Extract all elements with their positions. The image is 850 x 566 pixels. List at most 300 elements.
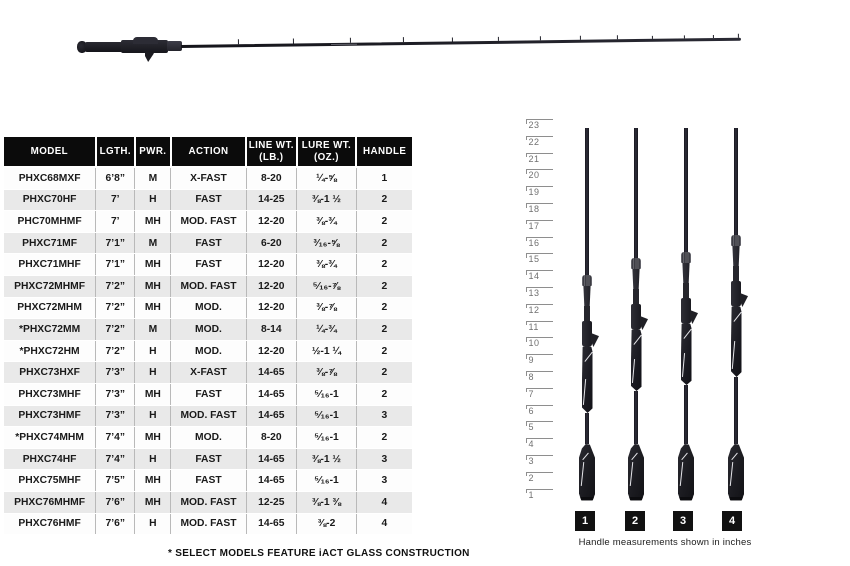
spec-cell: 2 bbox=[356, 384, 412, 406]
table-row bbox=[4, 232, 412, 254]
ruler-tick-number: 20 bbox=[528, 170, 540, 181]
spec-cell: 2 bbox=[356, 362, 412, 384]
spec-cell: 7’ bbox=[96, 189, 135, 211]
handle-winding-check bbox=[681, 252, 691, 263]
spec-cell: 7’1” bbox=[96, 232, 135, 254]
spec-cell: 8-20 bbox=[246, 167, 296, 189]
table-row bbox=[4, 448, 412, 470]
rod-guide bbox=[580, 35, 581, 39]
spec-cell: FAST bbox=[171, 232, 246, 254]
spec-cell: 7’1” bbox=[96, 254, 135, 276]
handle-blank-split bbox=[634, 391, 639, 444]
spec-cell: H bbox=[135, 405, 171, 427]
model-cell: PHXC73MHF bbox=[4, 384, 96, 406]
ruler-tick-number: 5 bbox=[528, 422, 535, 433]
rod-guide bbox=[403, 37, 404, 42]
handle-trigger bbox=[690, 310, 698, 324]
spec-cell: 12-20 bbox=[246, 276, 296, 298]
handle-butt-cap bbox=[679, 497, 693, 501]
spec-cell: 14-65 bbox=[246, 470, 296, 492]
ruler-tick bbox=[526, 321, 553, 332]
table-row bbox=[4, 513, 412, 534]
spec-cell: MH bbox=[135, 384, 171, 406]
ruler-tick bbox=[526, 472, 553, 483]
handle-label-2: 2 bbox=[625, 511, 645, 531]
spec-cell: FAST bbox=[171, 448, 246, 470]
butt-stripe bbox=[630, 462, 634, 486]
spec-cell: 8-14 bbox=[246, 319, 296, 341]
spec-cell: 12-20 bbox=[246, 340, 296, 362]
spec-cell: 3 bbox=[356, 448, 412, 470]
ruler-tick bbox=[526, 203, 553, 214]
rod-rear-grip bbox=[85, 42, 123, 53]
spec-cell: 8-20 bbox=[246, 427, 296, 449]
ruler-tick bbox=[526, 119, 553, 130]
ruler-tick bbox=[526, 287, 553, 298]
ruler-tick-line bbox=[526, 489, 553, 490]
spec-cell: 4 bbox=[356, 513, 412, 534]
table-row bbox=[4, 384, 412, 406]
spec-cell: 7’3” bbox=[96, 384, 135, 406]
spec-cell: 12-25 bbox=[246, 492, 296, 514]
ruler-tick-number: 12 bbox=[528, 304, 540, 315]
spec-cell: 7’3” bbox=[96, 362, 135, 384]
spec-cell: ⅜-1 ⅜ bbox=[297, 492, 357, 514]
spec-cell: ⅜-⅞ bbox=[297, 362, 357, 384]
handle-trigger bbox=[640, 316, 648, 330]
handle-label-1: 1 bbox=[575, 511, 595, 531]
rod-guide bbox=[293, 38, 294, 43]
handle-label-3: 3 bbox=[673, 511, 693, 531]
spec-cell: MOD. bbox=[171, 319, 246, 341]
ruler-tick bbox=[526, 220, 553, 231]
ruler-tick-line bbox=[526, 354, 553, 355]
model-cell: PHXC76MHMF bbox=[4, 492, 96, 514]
ruler-tick-number: 6 bbox=[528, 405, 535, 416]
table-row bbox=[4, 470, 412, 492]
ruler-tick-number: 21 bbox=[528, 153, 540, 164]
spec-cell: 12-20 bbox=[246, 211, 296, 233]
spec-cell: MOD. FAST bbox=[171, 276, 246, 298]
handle-seat-waist bbox=[584, 306, 591, 321]
handle-figure-4 bbox=[723, 128, 749, 503]
ruler-tick-number: 8 bbox=[528, 372, 535, 382]
handle-seat-hood bbox=[632, 269, 641, 289]
model-cell: PHXC73HMF bbox=[4, 405, 96, 427]
spec-cell: X-FAST bbox=[171, 167, 246, 189]
spec-cell: FAST bbox=[171, 384, 246, 406]
model-cell: PHXC72MHMF bbox=[4, 276, 96, 298]
butt-stripe bbox=[631, 453, 638, 461]
rod-guide bbox=[540, 36, 541, 40]
model-cell: PHXC76HMF bbox=[4, 513, 96, 534]
rod-guide bbox=[350, 37, 351, 42]
spec-cell: FAST bbox=[171, 254, 246, 276]
table-row bbox=[4, 189, 412, 211]
spec-cell: MOD. bbox=[171, 340, 246, 362]
table-row bbox=[4, 276, 412, 298]
handle-rear-grip bbox=[681, 324, 692, 385]
handle-blank-split bbox=[585, 413, 590, 444]
rod-guide bbox=[713, 35, 714, 38]
ruler-tick bbox=[526, 354, 553, 365]
column-header-2: PWR. bbox=[135, 137, 171, 167]
ruler-tick-line bbox=[526, 287, 553, 288]
table-row bbox=[4, 254, 412, 276]
spec-cell: ⁵⁄₁₆-⅞ bbox=[297, 276, 357, 298]
spec-cell: 3 bbox=[356, 470, 412, 492]
spec-cell: ⁵⁄₁₆-1 bbox=[297, 405, 357, 427]
handle-butt-grip bbox=[678, 444, 694, 501]
table-row bbox=[4, 211, 412, 233]
rod-guide bbox=[452, 37, 453, 42]
spec-cell: 2 bbox=[356, 189, 412, 211]
spec-cell: H bbox=[135, 189, 171, 211]
ruler-tick-number: 1 bbox=[528, 489, 535, 500]
spec-cell: 2 bbox=[356, 254, 412, 276]
grip-stripe bbox=[632, 359, 636, 383]
model-cell: PHXC74HF bbox=[4, 448, 96, 470]
spec-cell: ⅜-1 ½ bbox=[297, 189, 357, 211]
spec-cell: M bbox=[135, 232, 171, 254]
handle-butt-cap bbox=[629, 497, 643, 501]
spec-cell: 14-65 bbox=[246, 405, 296, 427]
rod-brand-mark bbox=[331, 43, 357, 45]
ruler-tick-line bbox=[526, 237, 553, 238]
table-row bbox=[4, 167, 412, 189]
spec-cell: M bbox=[135, 167, 171, 189]
handle-ruler bbox=[526, 120, 560, 500]
rod-guide bbox=[652, 35, 653, 39]
spec-cell: ½-1 ¼ bbox=[297, 340, 357, 362]
model-cell: PHXC71MHF bbox=[4, 254, 96, 276]
rod-guide bbox=[498, 36, 499, 40]
grip-stripe bbox=[583, 379, 587, 405]
spec-cell: 2 bbox=[356, 297, 412, 319]
handle-seat-hood bbox=[682, 263, 691, 283]
spec-cell: 14-65 bbox=[246, 513, 296, 534]
spec-cell: MH bbox=[135, 276, 171, 298]
spec-cell: 1 bbox=[356, 167, 412, 189]
spec-cell: MOD. bbox=[171, 297, 246, 319]
spec-cell: M bbox=[135, 319, 171, 341]
ruler-tick-number: 18 bbox=[528, 204, 540, 214]
spec-cell: 2 bbox=[356, 340, 412, 362]
spec-cell: 2 bbox=[356, 211, 412, 233]
spec-cell: 14-65 bbox=[246, 448, 296, 470]
handle-reel-seat bbox=[631, 304, 641, 330]
table-row bbox=[4, 427, 412, 449]
ruler-tick-line bbox=[526, 337, 553, 338]
spec-cell: 3 bbox=[356, 405, 412, 427]
spec-cell: MH bbox=[135, 427, 171, 449]
handle-rear-grip bbox=[631, 330, 642, 391]
model-cell: PHXC75MHF bbox=[4, 470, 96, 492]
ruler-tick bbox=[526, 153, 553, 164]
spec-cell: ⅜-1 ½ bbox=[297, 448, 357, 470]
handle-trigger bbox=[591, 333, 599, 347]
spec-cell: MOD. FAST bbox=[171, 492, 246, 514]
ruler-tick-line bbox=[526, 438, 553, 439]
butt-stripe bbox=[731, 453, 738, 461]
ruler-tick-number: 11 bbox=[528, 321, 539, 332]
spec-cell: MH bbox=[135, 211, 171, 233]
handle-reel-seat bbox=[582, 321, 592, 347]
ruler-tick bbox=[526, 421, 553, 432]
spec-cell: 12-20 bbox=[246, 254, 296, 276]
ruler-tick-line bbox=[526, 136, 553, 137]
handle-reel-seat bbox=[731, 281, 741, 307]
spec-cell: ⅜-2 bbox=[297, 513, 357, 534]
ruler-tick-line bbox=[526, 321, 553, 322]
ruler-tick bbox=[526, 253, 553, 264]
spec-cell: H bbox=[135, 513, 171, 534]
spec-cell: MOD. FAST bbox=[171, 211, 246, 233]
spec-cell: ¼-¾ bbox=[297, 319, 357, 341]
column-header-0: MODEL bbox=[4, 137, 96, 167]
spec-cell: MH bbox=[135, 492, 171, 514]
spec-cell: ⅜-¾ bbox=[297, 211, 357, 233]
handle-blank bbox=[585, 128, 590, 275]
spec-cell: ¼-⅝ bbox=[297, 167, 357, 189]
ruler-tick-number: 23 bbox=[528, 120, 540, 130]
handle-trigger bbox=[740, 293, 748, 307]
ruler-tick-number: 7 bbox=[528, 388, 535, 399]
handle-seat-hood bbox=[732, 246, 741, 266]
rod-seat-hood bbox=[133, 37, 158, 44]
spec-cell: 7’2” bbox=[96, 340, 135, 362]
grip-stripe bbox=[584, 352, 592, 362]
ruler-tick-line bbox=[526, 421, 553, 422]
table-row bbox=[4, 340, 412, 362]
ruler-tick-number: 17 bbox=[528, 220, 540, 231]
handle-label-4: 4 bbox=[722, 511, 742, 531]
handle-seat-waist bbox=[633, 289, 640, 304]
handle-butt-grip bbox=[728, 444, 744, 501]
ruler-tick-line bbox=[526, 455, 553, 456]
rod-guide bbox=[738, 33, 739, 37]
spec-cell: MH bbox=[135, 470, 171, 492]
handle-figure-1 bbox=[574, 128, 600, 503]
column-header-4: LINE WT. (LB.) bbox=[246, 137, 296, 167]
handle-seat-hood bbox=[583, 286, 592, 306]
ruler-tick bbox=[526, 337, 553, 348]
spec-cell: MOD. bbox=[171, 427, 246, 449]
ruler-tick-number: 2 bbox=[528, 472, 535, 483]
handle-figure-2 bbox=[623, 128, 649, 503]
model-cell: *PHXC72MM bbox=[4, 319, 96, 341]
spec-cell: 4 bbox=[356, 492, 412, 514]
spec-cell: 2 bbox=[356, 319, 412, 341]
ruler-tick-line bbox=[526, 153, 553, 154]
ruler-tick-line bbox=[526, 371, 553, 372]
spec-cell: 6’8” bbox=[96, 167, 135, 189]
spec-cell: 2 bbox=[356, 232, 412, 254]
handle-blank-split bbox=[684, 385, 689, 444]
ruler-tick bbox=[526, 489, 553, 500]
spec-cell: 7’6” bbox=[96, 513, 135, 534]
rod-trigger bbox=[145, 51, 154, 62]
ruler-tick-number: 10 bbox=[528, 338, 540, 349]
ruler-tick-line bbox=[526, 472, 553, 473]
spec-cell: H bbox=[135, 448, 171, 470]
spec-cell: FAST bbox=[171, 470, 246, 492]
model-cell: PHXC70HF bbox=[4, 189, 96, 211]
footnote: * SELECT MODELS FEATURE iACT GLASS CONSTRUCTION bbox=[168, 548, 470, 559]
spec-cell: H bbox=[135, 362, 171, 384]
handle-butt-grip bbox=[579, 444, 595, 501]
butt-stripe bbox=[680, 462, 684, 486]
handle-butt-cap bbox=[729, 497, 743, 501]
grip-stripe bbox=[683, 329, 691, 339]
ruler-tick-line bbox=[526, 304, 553, 305]
rod-guide bbox=[684, 35, 685, 38]
spec-cell: ³⁄₁₆-⅝ bbox=[297, 232, 357, 254]
spec-cell: 7’3” bbox=[96, 405, 135, 427]
butt-stripe bbox=[581, 462, 585, 486]
ruler-tick bbox=[526, 371, 553, 382]
spec-cell: ⁵⁄₁₆-1 bbox=[297, 470, 357, 492]
butt-stripe bbox=[730, 462, 734, 486]
ruler-tick bbox=[526, 169, 553, 180]
butt-stripe bbox=[582, 453, 589, 461]
handle-caption: Handle measurements shown in inches bbox=[578, 537, 752, 548]
grip-stripe bbox=[633, 335, 641, 345]
ruler-tick-number: 19 bbox=[528, 187, 540, 198]
ruler-tick bbox=[526, 237, 553, 248]
ruler-tick-line bbox=[526, 119, 553, 120]
handle-rear-grip bbox=[731, 307, 742, 377]
handle-blank-split bbox=[734, 377, 739, 444]
spec-table bbox=[4, 137, 412, 534]
handle-seat-waist bbox=[733, 266, 740, 281]
spec-cell: 7’2” bbox=[96, 319, 135, 341]
handle-butt-grip bbox=[628, 444, 644, 501]
ruler-tick bbox=[526, 270, 553, 281]
model-cell: PHXC72MHM bbox=[4, 297, 96, 319]
ruler-tick-number: 22 bbox=[528, 136, 540, 147]
ruler-tick-line bbox=[526, 186, 553, 187]
handle-winding-check bbox=[631, 258, 641, 269]
spec-cell: MOD. FAST bbox=[171, 405, 246, 427]
butt-stripe bbox=[681, 453, 688, 461]
model-cell: *PHXC74MHM bbox=[4, 427, 96, 449]
ruler-tick-number: 14 bbox=[528, 271, 540, 282]
model-cell: PHXC73HXF bbox=[4, 362, 96, 384]
handle-butt-cap bbox=[580, 497, 594, 501]
rod-guide bbox=[238, 38, 239, 44]
ruler-tick bbox=[526, 455, 553, 466]
ruler-tick-line bbox=[526, 253, 553, 254]
column-header-6: HANDLE bbox=[356, 137, 412, 167]
ruler-tick bbox=[526, 136, 553, 147]
rod-blank bbox=[181, 37, 741, 47]
ruler-tick-number: 3 bbox=[528, 456, 535, 466]
table-row bbox=[4, 405, 412, 427]
ruler-tick bbox=[526, 438, 553, 449]
ruler-tick bbox=[526, 388, 553, 399]
table-row bbox=[4, 297, 412, 319]
ruler-tick bbox=[526, 186, 553, 197]
spec-cell: ⅜-⅞ bbox=[297, 297, 357, 319]
spec-cell: MH bbox=[135, 297, 171, 319]
ruler-tick-number: 9 bbox=[528, 355, 535, 366]
table-row bbox=[4, 319, 412, 341]
grip-stripe bbox=[733, 312, 741, 322]
ruler-tick-line bbox=[526, 270, 553, 271]
spec-cell: 7’2” bbox=[96, 276, 135, 298]
ruler-tick-line bbox=[526, 169, 553, 170]
grip-stripe bbox=[732, 341, 736, 369]
grip-stripe bbox=[682, 353, 686, 377]
spec-cell: MH bbox=[135, 254, 171, 276]
spec-cell: X-FAST bbox=[171, 362, 246, 384]
spec-cell: 6-20 bbox=[246, 232, 296, 254]
handle-blank bbox=[734, 128, 739, 235]
spec-cell: 2 bbox=[356, 276, 412, 298]
rod-fore-grip bbox=[167, 41, 182, 51]
spec-cell: 14-25 bbox=[246, 189, 296, 211]
spec-cell: 14-65 bbox=[246, 384, 296, 406]
spec-cell: ⅜-¾ bbox=[297, 254, 357, 276]
spec-table-header-row bbox=[4, 137, 412, 167]
column-header-3: ACTION bbox=[171, 137, 246, 167]
spec-cell: H bbox=[135, 340, 171, 362]
ruler-tick-line bbox=[526, 220, 553, 221]
rod-guide bbox=[617, 35, 618, 39]
column-header-1: LGTH. bbox=[96, 137, 135, 167]
ruler-tick-number: 4 bbox=[528, 439, 535, 450]
handle-winding-check bbox=[582, 275, 592, 286]
ruler-tick-line bbox=[526, 388, 553, 389]
ruler-tick-number: 13 bbox=[528, 288, 540, 298]
spec-cell: FAST bbox=[171, 189, 246, 211]
model-cell: PHXC71MF bbox=[4, 232, 96, 254]
handle-figure-3 bbox=[673, 128, 699, 503]
spec-cell: 7’4” bbox=[96, 427, 135, 449]
table-row bbox=[4, 362, 412, 384]
spec-cell: MOD. FAST bbox=[171, 513, 246, 534]
spec-cell: 2 bbox=[356, 427, 412, 449]
model-cell: *PHXC72HM bbox=[4, 340, 96, 362]
handle-rear-grip bbox=[582, 347, 593, 413]
spec-cell: 7’ bbox=[96, 211, 135, 233]
handle-winding-check bbox=[731, 235, 741, 246]
model-cell: PHC70MHMF bbox=[4, 211, 96, 233]
ruler-tick-line bbox=[526, 203, 553, 204]
spec-cell: ⁵⁄₁₆-1 bbox=[297, 427, 357, 449]
spec-cell: 7’6” bbox=[96, 492, 135, 514]
model-cell: PHXC68MXF bbox=[4, 167, 96, 189]
ruler-tick-number: 16 bbox=[528, 237, 540, 248]
ruler-tick-number: 15 bbox=[528, 254, 540, 265]
handle-seat-waist bbox=[683, 283, 690, 298]
spec-table-wrap bbox=[4, 137, 412, 534]
table-row bbox=[4, 492, 412, 514]
column-header-5: LURE WT. (OZ.) bbox=[297, 137, 357, 167]
spec-cell: 14-65 bbox=[246, 362, 296, 384]
spec-cell: 7’4” bbox=[96, 448, 135, 470]
spec-cell: 12-20 bbox=[246, 297, 296, 319]
ruler-tick-line bbox=[526, 405, 553, 406]
handle-blank bbox=[684, 128, 689, 252]
spec-cell: ⁵⁄₁₆-1 bbox=[297, 384, 357, 406]
ruler-tick bbox=[526, 304, 553, 315]
ruler-tick bbox=[526, 405, 553, 416]
rod-figure bbox=[75, 28, 750, 64]
handle-reel-seat bbox=[681, 298, 691, 324]
spec-cell: 7’5” bbox=[96, 470, 135, 492]
